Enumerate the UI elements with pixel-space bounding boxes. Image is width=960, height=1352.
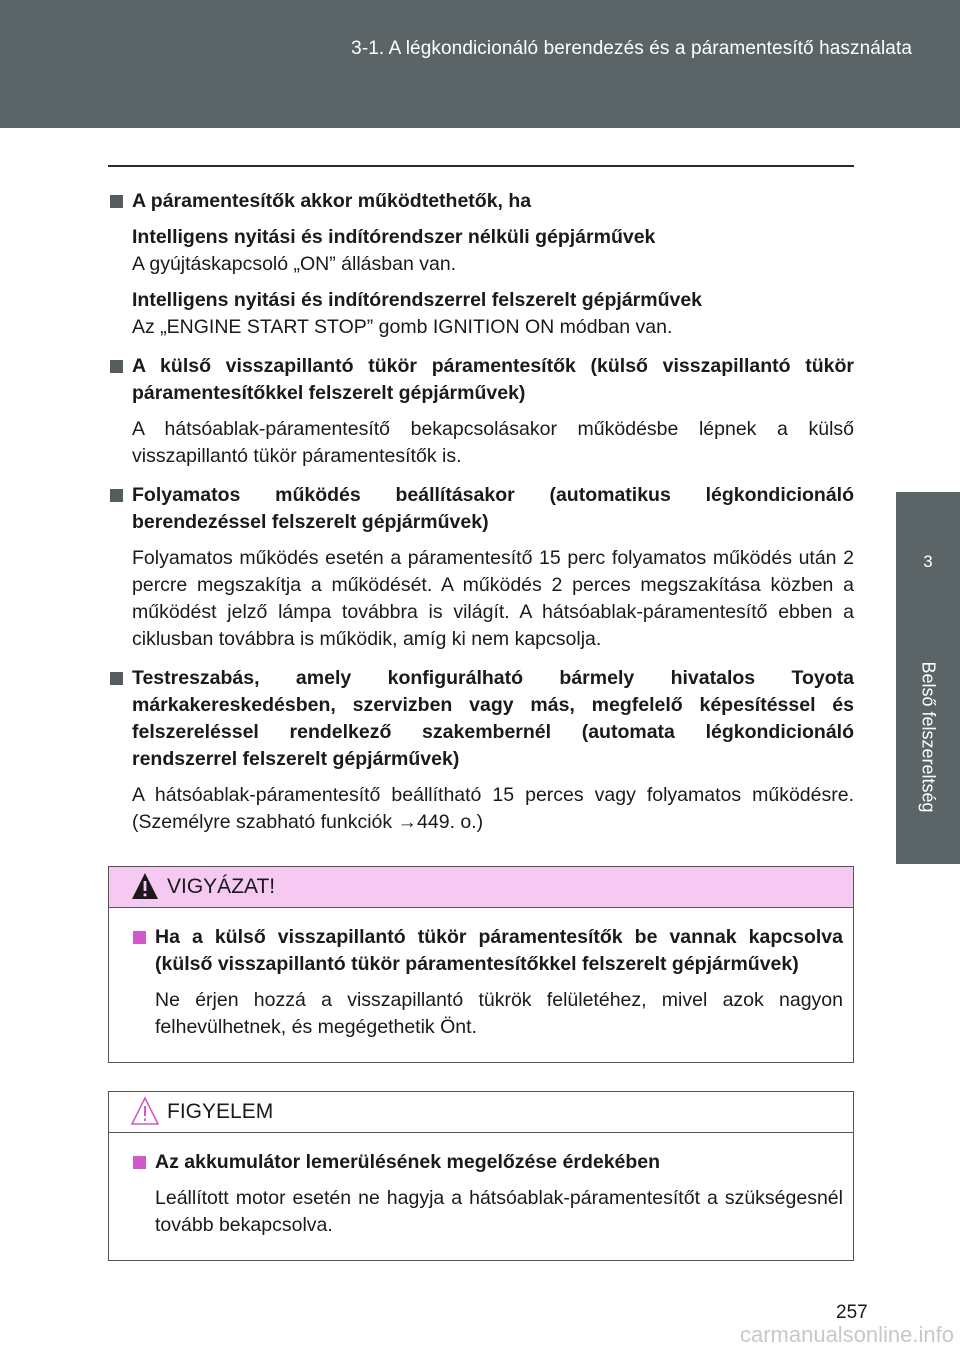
caution-title: Ha a külső visszapillantó tükör páramentesítők be vannak kapcsolva (külső visszapillantó tükör páramentesítőkkel felszerelt gépjárművek) <box>131 924 843 978</box>
top-rule <box>108 165 854 167</box>
section-continuous-operation <box>108 482 854 653</box>
square-bullet-icon <box>110 195 123 208</box>
caution-label: VIGYÁZAT! <box>167 875 276 898</box>
section-title: A páramentesítők akkor működtethetők, ha <box>108 188 854 215</box>
section-text: Az „ENGINE START STOP” gomb IGNITION ON módban van. <box>132 316 673 338</box>
chapter-label: Belső felszereltség <box>918 661 939 813</box>
section-defroster-conditions <box>108 188 854 341</box>
square-bullet-icon <box>133 931 146 944</box>
notice-triangle-icon <box>131 1096 159 1126</box>
caution-box <box>108 866 854 1063</box>
chapter-side-tab <box>896 492 960 864</box>
square-bullet-icon <box>110 672 123 685</box>
section-text: A hátsóablak-páramentesítő beállítható 15 perces vagy folyamatos működésre. (Személyre szabható funkciók →449. o.) <box>132 784 854 833</box>
notice-text: Leállított motor esetén ne hagyja a hátsóablak-páramentesítőt a szükségesnél tovább bekapcsolva. <box>155 1187 843 1236</box>
section-title: Folyamatos működés beállításakor (automatikus légkondicionáló berendezéssel felszerelt gépjárművek) <box>108 482 854 536</box>
section-text: Folyamatos működés esetén a páramentesítő 15 perc folyamatos működés után 2 percre megszakítja a működését. A működés 2 perces megszakítása közben a működést jelző lámpa továbbra is világít. A hátsóablak-páramentesítő ebben a ciklusban továbbra is működik, amíg ki nem kapcsolja. <box>132 547 854 650</box>
section-title: Testreszabás, amely konfigurálható bármely hivatalos Toyota márkakereskedésben, szervizben vagy más, megfelelő képesítéssel és felszereléssel rendelkező szakembernél (automata légkondicionáló rendszerrel felszerelt gépjárművek) <box>108 665 854 773</box>
notice-body <box>109 1133 853 1239</box>
section-subtitle: Intelligens nyitási és indítórendszer nélküli gépjárművek <box>132 226 656 248</box>
page-header <box>0 0 960 128</box>
section-customization <box>108 665 854 836</box>
notice-header <box>109 1092 853 1133</box>
square-bullet-icon <box>110 360 123 373</box>
section-mirror-defrosters <box>108 353 854 470</box>
notice-label: FIGYELEM <box>167 1100 274 1123</box>
caution-text: Ne érjen hozzá a visszapillantó tükrök felületéhez, mivel azok nagyon felhevülhetnek, és megégethetik Önt. <box>155 989 843 1038</box>
notice-box <box>108 1091 854 1261</box>
chapter-number: 3 <box>923 552 933 571</box>
square-bullet-icon <box>133 1156 146 1169</box>
section-title: A külső visszapillantó tükör páramentesítők (külső visszapillantó tükör páramentesítőkkel felszerelt gépjárművek) <box>108 353 854 407</box>
square-bullet-icon <box>110 489 123 502</box>
page-number: 257 <box>836 1302 868 1323</box>
caution-header <box>109 867 853 908</box>
main-content <box>108 188 854 848</box>
warning-triangle-icon <box>131 871 159 901</box>
chapter-title: 3-1. A légkondicionáló berendezés és a páramentesítő használata <box>351 38 912 59</box>
watermark: carmanualsonline.info <box>739 1322 954 1347</box>
notice-title: Az akkumulátor lemerülésének megelőzése érdekében <box>131 1149 843 1176</box>
section-text: A gyújtáskapcsoló „ON” állásban van. <box>132 253 457 275</box>
caution-body <box>109 908 853 1041</box>
section-text: A hátsóablak-páramentesítő bekapcsolásakor működésbe lépnek a külső visszapillantó tükör páramentesítők is. <box>132 418 854 467</box>
section-subtitle: Intelligens nyitási és indítórendszerrel felszerelt gépjárművek <box>132 289 703 311</box>
